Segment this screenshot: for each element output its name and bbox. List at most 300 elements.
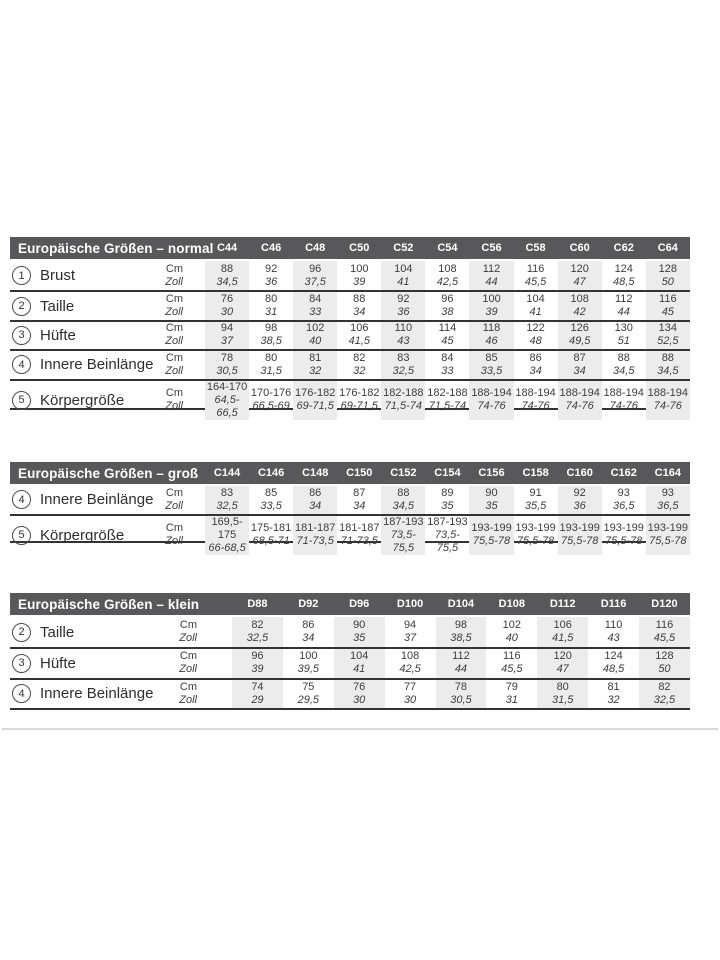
measure-label-cell	[10, 381, 155, 420]
size-code: D108	[498, 598, 525, 610]
value-cell	[205, 261, 249, 290]
value-cell	[283, 617, 334, 647]
zoll-value: 41	[529, 306, 542, 319]
zoll-value: 49,5	[568, 335, 591, 348]
zoll-value: 40	[505, 632, 518, 645]
cm-value: 128	[658, 262, 677, 275]
measure-row	[10, 514, 690, 554]
value-cell	[486, 649, 537, 677]
cm-value: 164-170	[206, 380, 248, 393]
value-cell	[334, 617, 385, 647]
zoll-value: 29,5	[297, 693, 320, 706]
zoll-value: 34	[573, 364, 586, 377]
value-cell	[602, 292, 646, 319]
zoll-value: 48	[529, 335, 542, 348]
cm-value: 116	[503, 650, 521, 663]
measure-label-cell	[10, 617, 155, 647]
zoll-value: 44	[617, 306, 630, 319]
zoll-value: 75,5-78	[649, 535, 687, 547]
cm-value: 82	[251, 619, 264, 632]
cm-value: 193-199	[603, 522, 644, 534]
value-cell	[646, 261, 690, 290]
cm-value: 98	[264, 322, 278, 335]
cm-value: 85	[485, 351, 498, 364]
cm-value: 104	[526, 293, 545, 306]
cm-value: 187-193	[427, 515, 468, 528]
zoll-value: 48,5	[602, 663, 625, 676]
cm-value: 84	[441, 351, 454, 364]
zoll-value: 34,5	[613, 364, 635, 377]
cm-value: 75	[302, 680, 315, 693]
measure-label-cell	[10, 292, 155, 319]
cm-value: 102	[306, 322, 325, 335]
value-cell	[602, 516, 646, 555]
value-cell	[385, 680, 436, 708]
cm-value: 126	[570, 322, 589, 335]
zoll-value: 74-76	[477, 400, 506, 413]
zoll-value: 34	[309, 499, 322, 512]
measure-label: Brust	[40, 267, 76, 285]
zoll-value: 30,5	[450, 693, 472, 706]
measure-row	[10, 486, 690, 514]
cm-value: 80	[264, 293, 278, 306]
size-code: D120	[651, 598, 678, 610]
cm-value: 76	[353, 680, 366, 693]
measure-row	[10, 349, 690, 378]
zoll-value: 30,5	[216, 364, 238, 377]
zoll-value: 32,5	[392, 364, 415, 377]
zoll-value: 75,5-78	[472, 535, 511, 547]
size-code: C52	[393, 242, 414, 254]
unit-zoll-label: Zoll	[179, 632, 197, 645]
zoll-value: 74-76	[609, 400, 638, 413]
cm-value: 92	[264, 262, 278, 275]
cm-value: 96	[309, 262, 322, 275]
size-code: C148	[302, 467, 329, 479]
value-cell	[425, 381, 469, 420]
cm-value: 104	[350, 650, 369, 663]
value-cell	[469, 292, 513, 319]
value-cell	[381, 381, 425, 420]
size-code: C54	[437, 242, 458, 254]
size-code: C164	[654, 467, 681, 479]
cm-value: 92	[573, 486, 586, 499]
value-cell	[425, 292, 469, 319]
cm-value: 80	[264, 351, 278, 364]
measure-row	[10, 379, 690, 419]
zoll-value: 52,5	[657, 335, 679, 348]
value-cell	[205, 322, 249, 349]
value-cell	[602, 261, 646, 290]
size-code: C144	[213, 467, 241, 479]
unit-cm-label: Cm	[165, 486, 183, 499]
measure-row	[10, 617, 690, 647]
value-cell	[205, 486, 249, 514]
value-cell	[381, 322, 425, 349]
measure-number-badge: 1	[12, 266, 31, 285]
value-cell	[469, 322, 513, 349]
zoll-value: 38,5	[450, 632, 472, 645]
cm-value: 128	[655, 650, 674, 663]
zoll-value: 75,5-78	[605, 535, 643, 547]
zoll-value: 39	[251, 663, 264, 676]
cm-value: 83	[220, 486, 234, 499]
measure-label: Innere Beinlänge	[40, 491, 154, 509]
zoll-value: 35	[353, 632, 366, 645]
cm-value: 188-194	[559, 387, 600, 400]
unit-cell	[155, 680, 232, 708]
zoll-value: 37,5	[304, 275, 326, 288]
value-cell	[486, 680, 537, 708]
cm-value: 100	[299, 650, 318, 663]
cm-value: 188-194	[515, 387, 556, 400]
value-cell	[558, 322, 602, 349]
unit-cell	[155, 322, 205, 349]
cm-value: 94	[220, 322, 234, 335]
value-cell	[469, 516, 513, 555]
zoll-value: 43	[397, 335, 410, 348]
zoll-value: 45	[441, 335, 454, 348]
value-cell	[293, 292, 337, 319]
bottom-divider	[2, 728, 718, 730]
unit-cell	[155, 292, 205, 319]
cm-value: 90	[485, 486, 498, 499]
value-cell	[205, 351, 249, 378]
zoll-value: 41,5	[551, 632, 574, 645]
zoll-value: 44	[485, 275, 498, 288]
unit-cell	[155, 261, 205, 290]
zoll-value: 41,5	[348, 335, 370, 348]
table-title: Europäische Größen – normal	[18, 240, 214, 256]
cm-value: 81	[309, 351, 322, 364]
zoll-value: 40	[309, 335, 322, 348]
cm-value: 193-199	[515, 522, 556, 534]
measure-label-cell	[10, 516, 155, 555]
cm-value: 83	[397, 351, 410, 364]
value-cell	[381, 292, 425, 319]
cm-value: 88	[353, 293, 366, 306]
cm-value: 108	[438, 262, 457, 275]
cm-value: 188-194	[603, 387, 644, 400]
zoll-value: 32	[353, 364, 366, 377]
value-cell	[602, 486, 646, 514]
unit-zoll-label: Zoll	[165, 499, 183, 512]
value-cell	[293, 486, 337, 514]
unit-cm-label: Cm	[165, 293, 183, 306]
zoll-value: 48,5	[613, 275, 635, 288]
cm-value: 112	[452, 650, 470, 663]
size-code: C60	[569, 242, 590, 254]
measure-row	[10, 320, 690, 349]
cm-value: 88	[220, 262, 234, 275]
value-cell	[602, 381, 646, 420]
cm-value: 85	[264, 486, 278, 499]
value-cell	[232, 680, 283, 708]
size-code: C64	[657, 242, 678, 254]
zoll-value: 36,5	[657, 499, 679, 512]
cm-value: 98	[454, 619, 468, 632]
value-cell	[588, 649, 639, 677]
unit-zoll-label: Zoll	[179, 663, 197, 676]
measure-label-cell	[10, 680, 155, 708]
cm-value: 102	[502, 619, 521, 632]
unit-zoll-label: Zoll	[165, 306, 183, 319]
value-cell	[385, 617, 436, 647]
cm-value: 92	[397, 293, 410, 306]
value-cell	[469, 486, 513, 514]
value-cell	[436, 680, 487, 708]
value-cell	[293, 322, 337, 349]
unit-cm-label: Cm	[179, 650, 197, 663]
value-cell	[514, 516, 558, 555]
cm-value: 87	[353, 486, 366, 499]
zoll-value: 39	[485, 306, 498, 319]
size-code: C160	[566, 467, 593, 479]
measure-row	[10, 261, 690, 290]
measure-label: Hüfte	[40, 654, 76, 672]
cm-value: 188-194	[471, 387, 512, 400]
zoll-value: 42	[573, 306, 586, 319]
value-cell	[249, 516, 293, 555]
value-cell	[249, 486, 293, 514]
cm-value: 188-194	[647, 387, 688, 400]
zoll-value: 39,5	[297, 663, 320, 676]
zoll-value: 71,5-74	[428, 400, 467, 413]
value-cell	[249, 351, 293, 378]
zoll-value: 34,5	[216, 275, 238, 288]
zoll-value: 31,5	[551, 693, 574, 706]
cm-value: 130	[614, 322, 633, 335]
value-cell	[425, 486, 469, 514]
value-cell	[514, 381, 558, 420]
measure-number-badge: 4	[12, 355, 31, 374]
cm-value: 79	[505, 680, 518, 693]
cm-value: 182-188	[427, 387, 468, 400]
unit-cell	[155, 617, 232, 647]
measure-number-badge: 3	[12, 326, 31, 345]
value-cell	[639, 680, 690, 708]
cm-value: 114	[438, 322, 457, 335]
cm-value: 84	[309, 293, 322, 306]
zoll-value: 75,5-78	[561, 535, 599, 547]
value-cell	[334, 680, 385, 708]
cm-value: 86	[529, 351, 542, 364]
measure-label: Innere Beinlänge	[40, 356, 154, 374]
measure-label-cell	[10, 649, 155, 677]
cm-value: 187-193	[383, 515, 424, 528]
measure-label: Taille	[40, 297, 75, 315]
value-cell	[249, 322, 293, 349]
value-cell	[293, 351, 337, 378]
size-code: C152	[390, 467, 417, 479]
zoll-value: 66,5-69	[252, 400, 290, 413]
zoll-value: 74-76	[565, 400, 594, 413]
cm-value: 176-182	[339, 387, 380, 400]
value-cell	[646, 486, 690, 514]
zoll-value: 45,5	[501, 663, 523, 676]
cm-value: 106	[350, 322, 369, 335]
measure-label: Körpergröße	[40, 391, 125, 409]
cm-value: 76	[220, 293, 234, 306]
value-cell	[232, 617, 283, 647]
measure-row	[10, 290, 690, 319]
table-body	[10, 486, 690, 554]
value-cell	[469, 261, 513, 290]
measure-label: Hüfte	[40, 326, 76, 344]
cm-value: 175-181	[250, 522, 292, 534]
measure-number-badge: 4	[12, 684, 31, 703]
value-cell	[558, 292, 602, 319]
cm-value: 118	[482, 322, 501, 335]
measure-row	[10, 647, 690, 677]
unit-zoll-label: Zoll	[165, 275, 183, 288]
cm-value: 86	[309, 486, 322, 499]
value-cell	[385, 649, 436, 677]
value-cell	[381, 261, 425, 290]
value-cell	[558, 486, 602, 514]
size-code: D92	[298, 598, 319, 610]
size-code: C162	[610, 467, 637, 479]
zoll-value: 38,5	[260, 335, 282, 348]
cm-value: 120	[570, 262, 589, 275]
cm-value: 94	[403, 619, 417, 632]
unit-cell	[155, 351, 205, 378]
unit-zoll-label: Zoll	[165, 335, 183, 348]
value-cell	[602, 351, 646, 378]
zoll-value: 36	[264, 275, 278, 288]
zoll-value: 34	[529, 364, 542, 377]
zoll-value: 29	[251, 693, 264, 706]
zoll-value: 33	[441, 364, 454, 377]
zoll-value: 75,5-78	[516, 535, 555, 547]
unit-cm-label: Cm	[179, 619, 197, 632]
zoll-value: 74-76	[521, 400, 550, 413]
measure-number-badge: 2	[12, 623, 31, 642]
zoll-value: 41	[397, 275, 410, 288]
size-code: D100	[396, 598, 424, 610]
zoll-value: 73,5-75,5	[390, 528, 416, 554]
zoll-value: 71,5-74	[384, 400, 422, 413]
cm-value: 170-176	[250, 387, 292, 400]
value-cell	[249, 292, 293, 319]
measure-label-cell	[10, 486, 155, 514]
unit-cell	[155, 381, 205, 420]
zoll-value: 41	[353, 663, 366, 676]
zoll-value: 69-71,5	[340, 400, 378, 413]
value-cell	[646, 381, 690, 420]
measure-row	[10, 678, 690, 708]
cm-value: 96	[441, 293, 454, 306]
value-cell	[205, 381, 249, 420]
cm-value: 110	[394, 322, 413, 335]
zoll-value: 34	[353, 499, 366, 512]
size-code: C44	[216, 242, 238, 254]
zoll-value: 35	[485, 499, 498, 512]
value-cell	[588, 680, 639, 708]
cm-value: 193-199	[559, 522, 600, 534]
size-code: C56	[481, 242, 502, 254]
cm-value: 106	[553, 619, 572, 632]
zoll-value: 66-68,5	[208, 541, 246, 554]
zoll-value: 43	[607, 632, 620, 645]
zoll-value: 38	[441, 306, 454, 319]
value-cell	[558, 351, 602, 378]
value-cell	[337, 351, 381, 378]
zoll-value: 37	[220, 335, 234, 348]
unit-cm-label: Cm	[165, 522, 183, 534]
size-code: C50	[349, 242, 370, 254]
zoll-value: 36,5	[613, 499, 635, 512]
unit-zoll-label: Zoll	[165, 364, 183, 377]
zoll-value: 69-71,5	[296, 400, 334, 413]
zoll-value: 45,5	[524, 275, 547, 288]
table-header	[10, 237, 690, 259]
value-cell	[602, 322, 646, 349]
zoll-value: 36	[573, 499, 586, 512]
zoll-value: 32,5	[246, 632, 269, 645]
cm-value: 134	[658, 322, 677, 335]
zoll-value: 73,5-75,5	[434, 528, 460, 554]
cm-value: 181-187	[339, 522, 380, 534]
zoll-value: 39	[353, 275, 366, 288]
zoll-value: 36	[397, 306, 410, 319]
cm-value: 124	[604, 650, 623, 663]
zoll-value: 71-73,5	[340, 535, 378, 547]
cm-value: 88	[661, 351, 674, 364]
cm-value: 96	[251, 650, 264, 663]
cm-value: 91	[529, 486, 542, 499]
value-cell	[293, 516, 337, 555]
value-cell	[337, 261, 381, 290]
value-cell	[337, 381, 381, 420]
zoll-value: 68,5-71	[252, 535, 290, 547]
unit-cm-label: Cm	[165, 387, 183, 400]
cm-value: 176-182	[295, 387, 336, 400]
value-cell	[283, 680, 334, 708]
cm-value: 81	[607, 680, 620, 693]
cm-value: 110	[604, 619, 623, 632]
zoll-value: 50	[661, 275, 674, 288]
value-cell	[646, 322, 690, 349]
cm-value: 82	[353, 351, 366, 364]
table-header	[10, 462, 690, 484]
measure-label: Taille	[40, 623, 75, 641]
cm-value: 169,5-175	[211, 515, 243, 541]
size-code: C62	[613, 242, 634, 254]
cm-value: 88	[397, 486, 410, 499]
zoll-value: 34,5	[392, 499, 415, 512]
cm-value: 100	[350, 262, 369, 275]
table-title: Europäische Größen – groß	[18, 465, 199, 481]
size-code: C158	[522, 467, 549, 479]
unit-cell	[155, 486, 205, 514]
unit-cm-label: Cm	[165, 262, 183, 275]
value-cell	[436, 617, 487, 647]
cm-value: 77	[403, 680, 417, 693]
zoll-value: 74-76	[653, 400, 682, 413]
cm-value: 100	[482, 293, 501, 306]
size-code: C58	[525, 242, 546, 254]
zoll-value: 47	[556, 663, 569, 676]
value-cell	[425, 322, 469, 349]
size-code: D116	[600, 598, 627, 610]
value-cell	[425, 516, 469, 555]
size-table-klein	[10, 593, 690, 710]
cm-value: 108	[400, 650, 420, 663]
value-cell	[486, 617, 537, 647]
cm-value: 82	[658, 680, 671, 693]
value-cell	[205, 516, 249, 555]
